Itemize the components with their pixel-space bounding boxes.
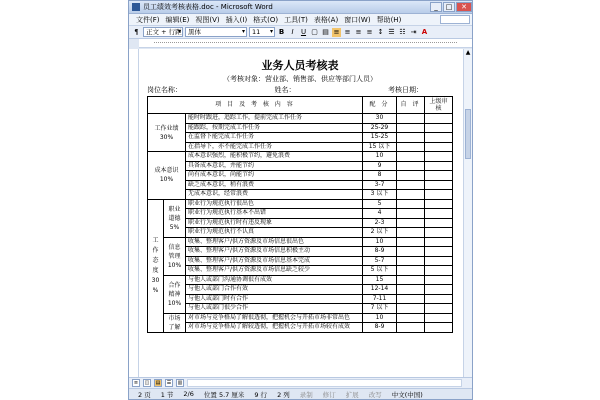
table-row <box>148 304 453 314</box>
table-row <box>148 218 453 228</box>
upper-eval-cell[interactable] <box>425 313 453 323</box>
self-eval-cell[interactable] <box>397 133 425 143</box>
item-score: 8 <box>363 171 397 181</box>
table-row <box>148 247 453 257</box>
item-score: 15 <box>363 275 397 285</box>
item-score: 7 以下 <box>363 304 397 314</box>
attitude-category-cell: 工 作 态 度 30 % <box>148 199 164 332</box>
self-eval-cell[interactable] <box>397 294 425 304</box>
horizontal-ruler[interactable] <box>139 39 472 48</box>
menu-insert[interactable]: 插入(I) <box>225 15 248 24</box>
menu-view[interactable]: 视图(V) <box>195 15 220 24</box>
item-score: 15-25 <box>363 133 397 143</box>
name-label: 姓名： <box>274 86 296 94</box>
item-text: 能跟踪，按期完成工作任务 <box>186 123 363 133</box>
table-row <box>148 294 453 304</box>
table-row <box>148 142 453 152</box>
status-pages: 2/6 <box>183 390 194 398</box>
styles-pane-icon[interactable]: ¶ <box>134 27 139 36</box>
menu-edit[interactable]: 编辑(E) <box>165 15 190 24</box>
char-border-icon[interactable]: ▢ <box>311 27 318 36</box>
table-row <box>148 256 453 266</box>
menu-tools[interactable]: 工具(T) <box>284 15 308 24</box>
date-label: 考核日期： <box>388 86 423 94</box>
upper-eval-cell[interactable] <box>425 180 453 190</box>
item-text: 对市场与竞争格局了解很透彻，把握机会与开拓市场非常出色 <box>186 313 363 323</box>
item-text: 具备成本意识，并能节约 <box>186 161 363 171</box>
table-row <box>148 275 453 285</box>
upper-eval-cell[interactable] <box>425 304 453 314</box>
help-search-input[interactable] <box>440 15 470 24</box>
menu-window[interactable]: 窗口(W) <box>344 15 371 24</box>
item-score: 12-14 <box>363 285 397 295</box>
item-score: 8-9 <box>363 323 397 333</box>
table-row <box>148 133 453 143</box>
word-doc-icon <box>132 3 140 11</box>
subcategory-cell: 合作 精神 10% <box>164 275 186 313</box>
menu-file[interactable]: 文件(F) <box>136 15 160 24</box>
table-row <box>148 285 453 295</box>
table-row <box>148 266 453 276</box>
style-combo[interactable]: 正文 + 行距 ▾ <box>143 27 183 37</box>
upper-eval-cell[interactable] <box>425 123 453 133</box>
table-row <box>148 313 453 323</box>
item-score: 3 以下 <box>363 190 397 200</box>
line-spacing-icon[interactable]: ↕ <box>377 27 384 36</box>
upper-eval-cell[interactable] <box>425 323 453 333</box>
table-row <box>148 161 453 171</box>
self-eval-cell[interactable] <box>397 228 425 238</box>
self-eval-cell[interactable] <box>397 209 425 219</box>
status-position: 位置 5.7 厘米 <box>203 390 245 399</box>
item-score: 3-7 <box>363 180 397 190</box>
title-bar <box>129 1 472 14</box>
table-row <box>148 171 453 181</box>
upper-eval-cell[interactable] <box>425 285 453 295</box>
char-shading-icon[interactable]: ▤ <box>322 27 329 36</box>
view-bar <box>129 377 472 388</box>
subcategory-cell: 职业 道德 5% <box>164 199 186 237</box>
document-body <box>147 57 453 333</box>
self-eval-cell[interactable] <box>397 237 425 247</box>
item-score: 5-7 <box>363 256 397 266</box>
evaluation-table <box>147 96 453 333</box>
upper-eval-cell[interactable] <box>425 256 453 266</box>
self-eval-cell[interactable] <box>397 199 425 209</box>
upper-eval-cell[interactable] <box>425 114 453 124</box>
self-eval-cell[interactable] <box>397 161 425 171</box>
status-ext[interactable]: 扩展 <box>345 390 359 399</box>
item-text: 职业行为规范执行不认真 <box>186 228 363 238</box>
subcategory-cell: 市场 了解 <box>164 313 186 332</box>
item-text: 职业行为规范执行基本不出错 <box>186 209 363 219</box>
self-eval-cell[interactable] <box>397 190 425 200</box>
maximize-button[interactable]: □ <box>443 2 455 12</box>
item-text: 无成本意识，经常浪费 <box>186 190 363 200</box>
item-text: 与他人或部门很少合作 <box>186 304 363 314</box>
item-text: 收集、整理客户/供方资源及市场信息缺乏较少 <box>186 266 363 276</box>
table-row <box>148 237 453 247</box>
upper-eval-cell[interactable] <box>425 171 453 181</box>
horizontal-scrollbar[interactable] <box>187 379 462 387</box>
item-text: 收集、整理客户/供方资源及市场信息很出色 <box>186 237 363 247</box>
self-eval-cell[interactable] <box>397 266 425 276</box>
justify-icon[interactable]: ≡ <box>366 27 373 36</box>
table-header-row <box>148 97 453 114</box>
item-score: 10 <box>363 313 397 323</box>
category-cell: 成本意识 10% <box>148 152 186 200</box>
status-page: 2 页 <box>138 390 151 399</box>
item-text: 尚有成本意识，尚能节约 <box>186 171 363 181</box>
item-score: 10 <box>363 237 397 247</box>
vertical-scrollbar[interactable] <box>463 49 472 377</box>
outline-view-icon[interactable]: ☰ <box>166 380 172 386</box>
item-text: 成本意识强烈，能积极节约，避免浪费 <box>186 152 363 162</box>
italic-button[interactable]: I <box>291 27 294 36</box>
upper-eval-cell[interactable] <box>425 228 453 238</box>
table-row <box>148 209 453 219</box>
self-eval-cell[interactable] <box>397 142 425 152</box>
bold-button[interactable]: B <box>278 27 285 36</box>
doc-title: 业务人员考核表 <box>261 59 339 72</box>
self-eval-cell[interactable] <box>397 247 425 257</box>
table-row <box>148 199 453 209</box>
print-view-icon[interactable]: ▤ <box>155 380 161 386</box>
item-text: 职业行为规范执行时有违反现象 <box>186 218 363 228</box>
item-score: 5 以下 <box>363 266 397 276</box>
item-score: 7-11 <box>363 294 397 304</box>
font-color-icon[interactable]: A <box>421 27 428 36</box>
upper-eval-cell[interactable] <box>425 218 453 228</box>
upper-eval-cell[interactable] <box>425 199 453 209</box>
category-cell: 工作业绩 30% <box>148 114 186 152</box>
menu-help[interactable]: 帮助(H) <box>376 15 402 24</box>
item-text: 职业行为规范执行很出色 <box>186 199 363 209</box>
item-score: 4 <box>363 209 397 219</box>
editor-area <box>129 49 472 377</box>
item-score: 5 <box>363 199 397 209</box>
upper-eval-cell[interactable] <box>425 133 453 143</box>
upper-eval-cell[interactable] <box>425 237 453 247</box>
status-bar <box>129 388 472 399</box>
status-section: 1 节 <box>160 390 174 399</box>
item-text: 与他人或部门合作有效 <box>186 285 363 295</box>
item-text: 与他人或部门时有合作 <box>186 294 363 304</box>
item-score: 30 <box>363 114 397 124</box>
table-row <box>148 123 453 133</box>
header-self: 自 评 <box>397 97 425 114</box>
table-row <box>148 228 453 238</box>
item-text: 与他人或部门沟通协调很有成效 <box>186 275 363 285</box>
item-text: 收集、整理客户/供方资源及市场信息基本完成 <box>186 256 363 266</box>
item-score: 8-9 <box>363 247 397 257</box>
minimize-button[interactable]: _ <box>430 2 442 12</box>
info-row <box>147 85 453 95</box>
upper-eval-cell[interactable] <box>425 266 453 276</box>
item-score: 2 以下 <box>363 228 397 238</box>
status-line: 9 行 <box>254 390 268 399</box>
numbering-icon[interactable]: ☰ <box>388 27 395 36</box>
upper-eval-cell[interactable] <box>425 247 453 257</box>
upper-eval-cell[interactable] <box>425 190 453 200</box>
upper-eval-cell[interactable] <box>425 294 453 304</box>
indent-icon[interactable]: ⇥ <box>410 27 417 36</box>
menu-format[interactable]: 格式(O) <box>253 15 279 24</box>
self-eval-cell[interactable] <box>397 114 425 124</box>
align-left-icon[interactable]: ≡ <box>333 27 340 36</box>
header-upper: 上级审核 <box>425 97 453 114</box>
item-text: 能时时跟进，追踪工作，提前完成工作任务 <box>186 114 363 124</box>
align-right-icon[interactable]: ≡ <box>355 27 362 36</box>
item-text: 缺乏成本意识，稍有浪费 <box>186 180 363 190</box>
status-col: 2 列 <box>277 390 290 399</box>
status-lang: 中文(中国) <box>391 390 423 399</box>
item-score: 2-3 <box>363 218 397 228</box>
item-text: 在指导下，亦不能完成工作任务 <box>186 142 363 152</box>
scroll-up-icon[interactable]: ▲ <box>465 49 471 56</box>
item-score: 10 <box>363 152 397 162</box>
self-eval-cell[interactable] <box>397 180 425 190</box>
position-label: 岗位名称： <box>147 86 182 94</box>
doc-subtitle: （考核对象：营业部、销售部、供应等部门人员） <box>223 75 377 83</box>
window-title: 员工绩效考核表格.doc - Microsoft Word <box>143 3 273 11</box>
vertical-ruler[interactable] <box>129 49 139 377</box>
item-text: 对市场与竞争格局了解较透彻，把握机会与开拓市场较有成效 <box>186 323 363 333</box>
item-text: 收集、整理客户/供方资源及市场信息积极主动 <box>186 247 363 257</box>
item-score: 15 以下 <box>363 142 397 152</box>
font-combo[interactable]: 黑体 ▾ <box>185 27 247 37</box>
upper-eval-cell[interactable] <box>425 275 453 285</box>
table-row <box>148 152 453 162</box>
word-window <box>128 0 473 400</box>
status-trk[interactable]: 修订 <box>322 390 336 399</box>
reading-view-icon[interactable]: ▥ <box>177 380 183 386</box>
normal-view-icon[interactable]: ≡ <box>133 380 139 386</box>
status-ovr[interactable]: 改写 <box>368 390 382 399</box>
status-rec[interactable]: 录制 <box>299 390 313 399</box>
upper-eval-cell[interactable] <box>425 142 453 152</box>
header-items: 项 目 及 考 核 内 容 <box>148 97 363 114</box>
item-score: 9 <box>363 161 397 171</box>
self-eval-cell[interactable] <box>397 313 425 323</box>
self-eval-cell[interactable] <box>397 323 425 333</box>
table-row <box>148 114 453 124</box>
table-row <box>148 190 453 200</box>
close-button[interactable]: ✕ <box>456 2 472 12</box>
self-eval-cell[interactable] <box>397 123 425 133</box>
upper-eval-cell[interactable] <box>425 161 453 171</box>
self-eval-cell[interactable] <box>397 304 425 314</box>
table-body <box>148 114 453 333</box>
self-eval-cell[interactable] <box>397 152 425 162</box>
self-eval-cell[interactable] <box>397 218 425 228</box>
align-center-icon[interactable]: ≡ <box>344 27 351 36</box>
item-text: 在监督下能完成工作任务 <box>186 133 363 143</box>
menu-bar <box>129 14 472 26</box>
table-row <box>148 323 453 333</box>
table-row <box>148 180 453 190</box>
font-size-combo[interactable]: 11 ▾ <box>249 27 275 37</box>
document-page[interactable] <box>139 49 463 377</box>
upper-eval-cell[interactable] <box>425 152 453 162</box>
menu-table[interactable]: 表格(A) <box>313 15 339 24</box>
web-view-icon[interactable]: ◫ <box>144 380 150 386</box>
self-eval-cell[interactable] <box>397 275 425 285</box>
underline-button[interactable]: U <box>300 27 307 36</box>
self-eval-cell[interactable] <box>397 171 425 181</box>
formatting-toolbar <box>129 26 472 39</box>
item-score: 25-29 <box>363 123 397 133</box>
scroll-thumb[interactable] <box>465 109 471 159</box>
self-eval-cell[interactable] <box>397 256 425 266</box>
self-eval-cell[interactable] <box>397 285 425 295</box>
header-score: 配 分 <box>363 97 397 114</box>
bullets-icon[interactable]: ☷ <box>399 27 406 36</box>
upper-eval-cell[interactable] <box>425 209 453 219</box>
subcategory-cell: 信息 管理 10% <box>164 237 186 275</box>
